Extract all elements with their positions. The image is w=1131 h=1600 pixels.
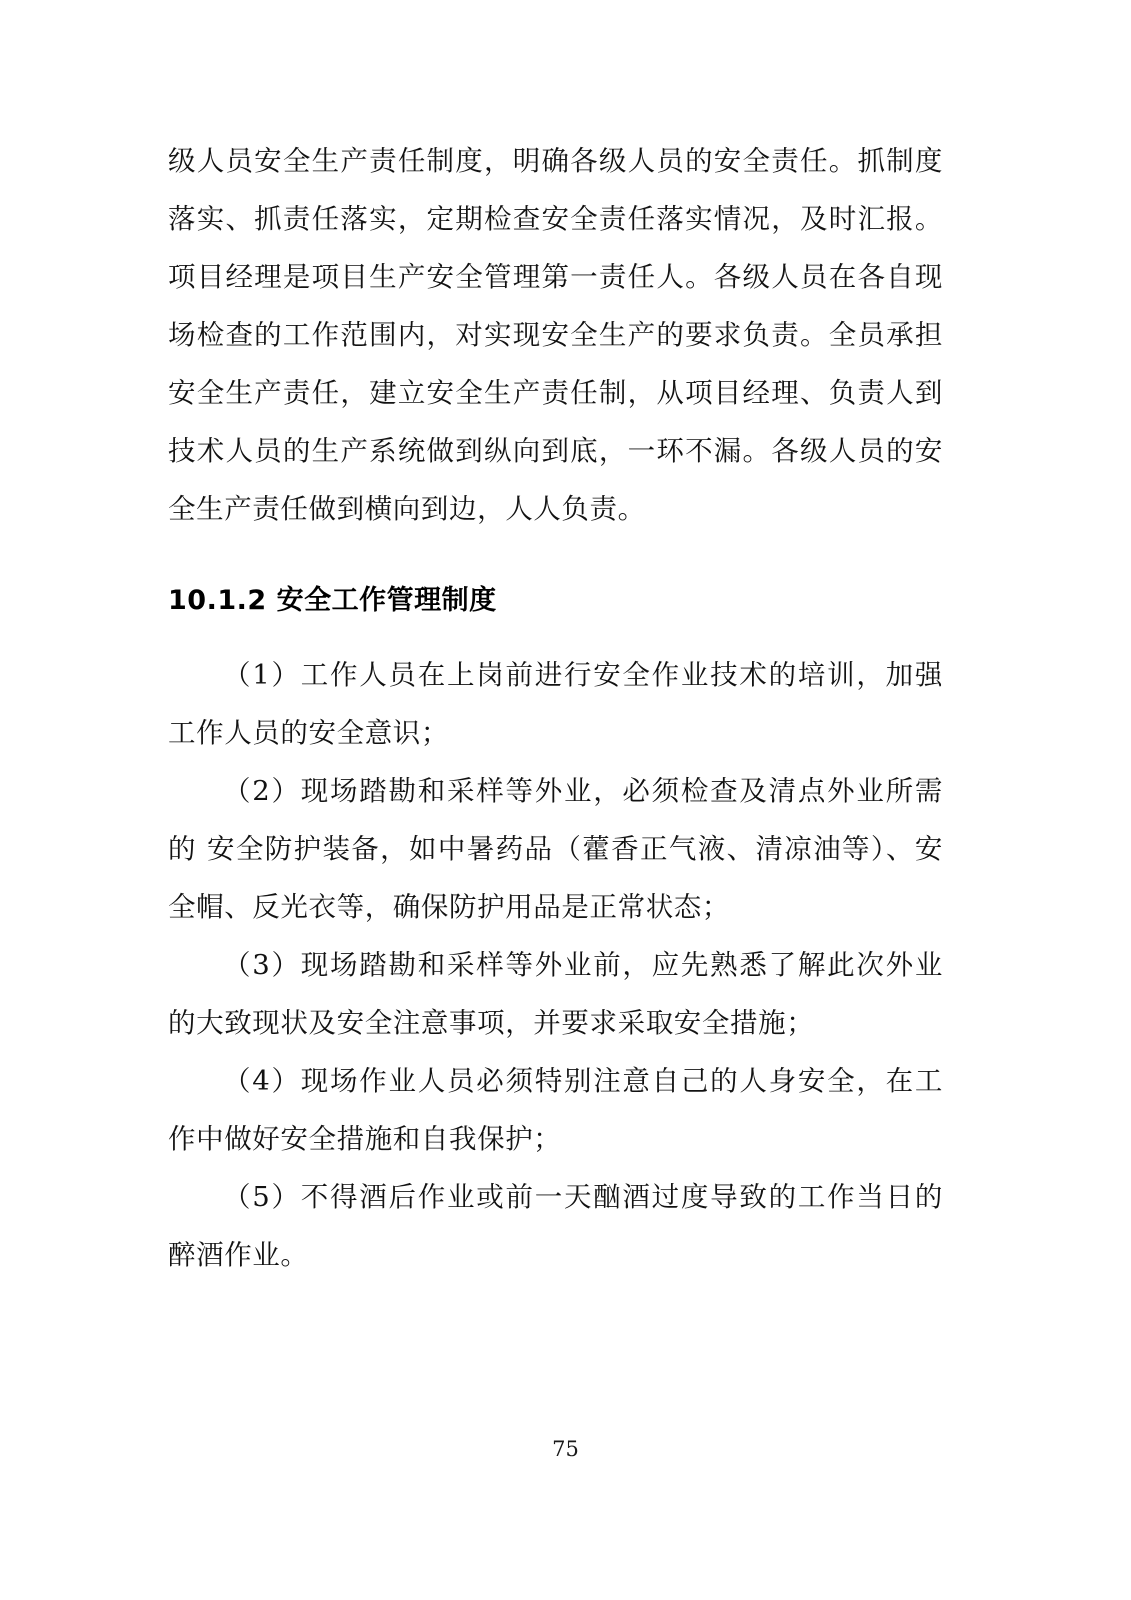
- paragraph-block-items: [168, 646, 943, 1284]
- page-content: [168, 132, 943, 1284]
- paragraph-block-intro: [168, 132, 943, 538]
- list-item: （1）工作人员在上岗前进行安全作业技术的培训，加强工作人员的安全意识；: [168, 659, 943, 749]
- list-item: （2）现场踏勘和采样等外业，必须检查及清点外业所需的 安全防护装备，如中暑药品（藿香正气液、清凉油等）、安全帽、反光衣等，确保防护用品是正常状态；: [168, 775, 943, 923]
- list-item: （3）现场踏勘和采样等外业前，应先熟悉了解此次外业的大致现状及安全注意事项，并要求采取安全措施；: [168, 949, 943, 1039]
- list-item: （5）不得酒后作业或前一天酗酒过度导致的工作当日的醉酒作业。: [168, 1181, 943, 1271]
- paragraph-responsibility-system: 级人员安全生产责任制度，明确各级人员的安全责任。抓制度落实、抓责任落实，定期检查安全责任落实情况，及时汇报。项目经理是项目生产安全管理第一责任人。各级人员在各自现场检查的工作范围内，对实现安全生产的要求负责。全员承担安全生产责任，建立安全生产责任制，从项目经理、负责人到技术人员的生产系统做到纵向到底，一环不漏。各级人员的安全生产责任做到横向到边，人人负责。: [168, 145, 943, 525]
- section-number: 10.1.2: [168, 585, 267, 616]
- page-number: 75: [552, 1437, 579, 1461]
- list-item: （4）现场作业人员必须特别注意自己的人身安全，在工作中做好安全措施和自我保护；: [168, 1065, 943, 1155]
- section-heading-10-1-2: [168, 574, 943, 628]
- section-title: 安全工作管理制度: [276, 585, 497, 616]
